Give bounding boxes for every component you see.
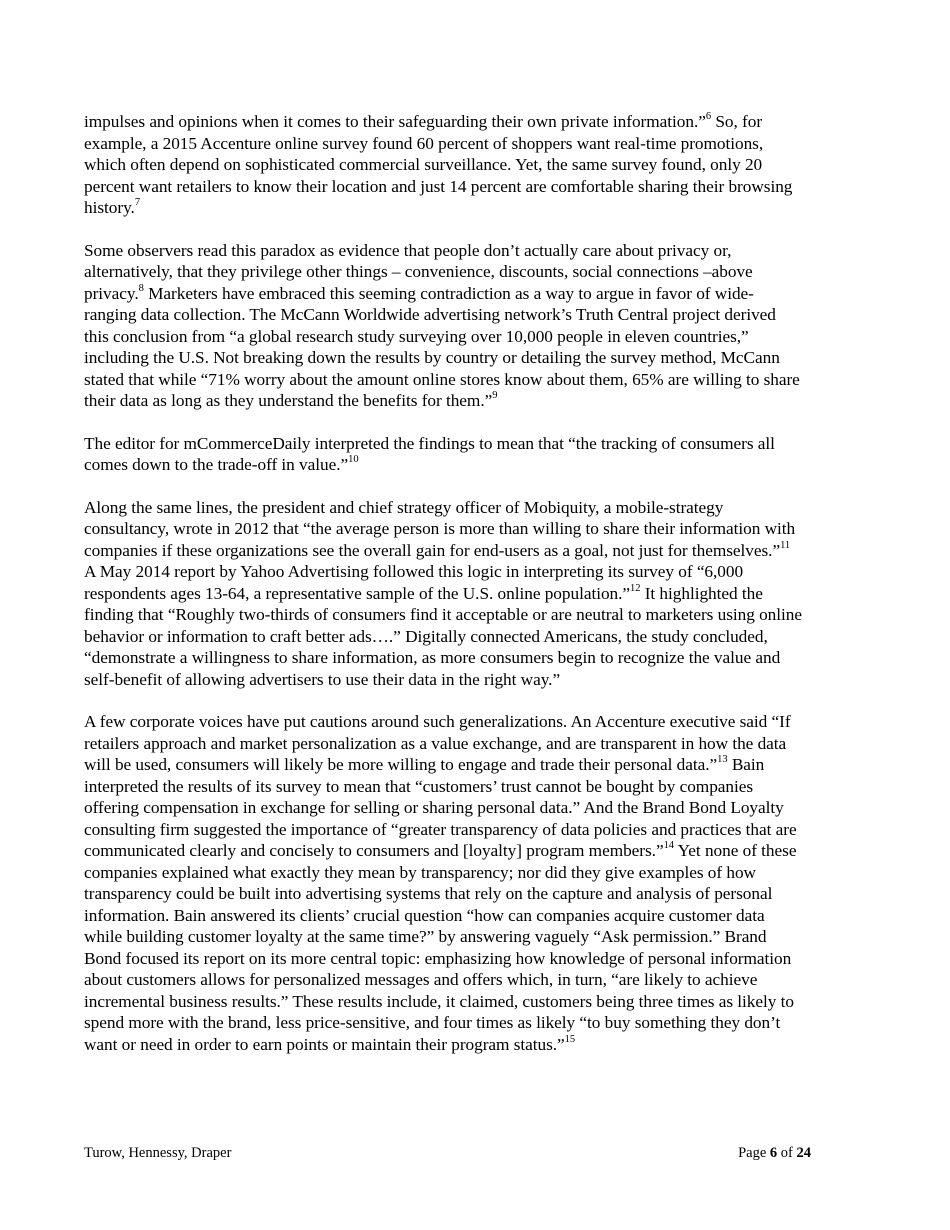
line-text: stated that while “71% worry about the amount online stores know about them, 65% are willing to share [84, 369, 800, 389]
text-line [84, 433, 874, 455]
line-text: information. Bain answered its clients’ crucial question “how can companies acquire customer data [84, 905, 765, 925]
line-text: self-benefit of allowing advertisers to use their data in the right way.” [84, 669, 561, 689]
line-text: Bond focused its report on its more central topic: emphasizing how knowledge of personal information [84, 948, 792, 968]
footnote-marker: 7 [134, 197, 141, 209]
of-word: of [780, 1145, 793, 1161]
paragraph [84, 711, 874, 1055]
text-line [84, 454, 874, 476]
text-line [84, 711, 874, 733]
text-line [84, 883, 874, 905]
line-text: about customers allows for personalized messages and offers which, in turn, “are likely to achieve [84, 970, 758, 989]
line-text-continued: Bain [727, 755, 765, 774]
line-text-continued: Yet none of these [673, 841, 797, 860]
paragraph [84, 497, 874, 691]
line-text: Some observers read this paradox as evidence that people don’t actually care about privacy or, [84, 240, 732, 260]
text-line [84, 283, 874, 305]
line-text: percent want retailers to know their location and just 14 percent are comfortable sharing their browsing [84, 176, 793, 196]
text-line [84, 518, 874, 540]
footnote-marker: 11 [780, 539, 791, 551]
paragraph [84, 433, 874, 476]
line-text: including the U.S. Not breaking down the results by country or detailing the survey method, McCann [84, 348, 780, 367]
line-text: privacy. [84, 283, 139, 303]
line-text: consulting firm suggested the importance of “greater transparency of data policies and practices that are [84, 819, 797, 839]
line-text-continued: It highlighted the [640, 583, 763, 603]
text-line [84, 905, 874, 927]
line-text: history. [84, 198, 135, 217]
text-line [84, 390, 874, 412]
text-line [84, 111, 874, 133]
footnote-marker: 8 [138, 282, 144, 294]
line-text: “demonstrate a willingness to share information, as more consumers begin to recognize the value and [84, 648, 781, 667]
footnote-marker: 10 [348, 454, 359, 466]
footer-authors: Turow, Hennessy, Draper [84, 1145, 232, 1161]
text-line [84, 754, 874, 776]
line-text: incremental business results.” These results include, it claimed, customers being three times as likely to [84, 991, 794, 1011]
text-line [84, 369, 874, 391]
line-text: impulses and opinions when it comes to their safeguarding their own private information.” [84, 112, 706, 131]
text-line [84, 154, 874, 176]
line-text-continued: So, for [711, 112, 763, 131]
text-line [84, 819, 874, 841]
footnote-marker: 9 [492, 390, 498, 402]
paragraph [84, 240, 874, 412]
text-line [84, 862, 874, 884]
line-text: offering compensation in exchange for selling or sharing personal data.” And the Brand Bond Loyalty [84, 798, 784, 817]
text-line [84, 1012, 874, 1034]
footnote-marker: 6 [705, 111, 712, 123]
line-text: spend more with the brand, less price-sensitive, and four times as likely “to buy something they don’t [84, 1013, 781, 1032]
text-line [84, 733, 874, 755]
line-text-continued: Marketers have embraced this seeming contradiction as a way to argue in favor of wide- [143, 283, 754, 303]
line-text: retailers approach and market personalization as a value exchange, and are transparent in how the data [84, 733, 787, 753]
text-line [84, 626, 874, 648]
text-line [84, 1034, 874, 1056]
line-text: example, a 2015 Accenture online survey found 60 percent of shoppers want real-time promotions, [84, 133, 764, 153]
line-text: behavior or information to craft better ads….” Digitally connected Americans, the study concluded, [84, 626, 768, 646]
text-line [84, 604, 874, 626]
text-line [84, 840, 874, 862]
line-text: which often depend on sophisticated commercial surveillance. Yet, the same survey found, only 20 [84, 155, 763, 174]
text-line [84, 497, 874, 519]
text-line [84, 969, 874, 991]
line-text: consultancy, wrote in 2012 that “the average person is more than willing to share their information with [84, 519, 796, 538]
paragraph [84, 111, 874, 219]
text-line [84, 797, 874, 819]
text-line [84, 240, 874, 262]
footnote-marker: 15 [564, 1033, 576, 1045]
text-line [84, 133, 874, 155]
text-line [84, 347, 874, 369]
line-text: while building customer loyalty at the same time?” by answering vaguely “Ask permission.” Brand [84, 927, 767, 946]
text-line [84, 176, 874, 198]
line-text: their data as long as they understand the benefits for them.” [84, 391, 493, 410]
total-pages: 24 [796, 1145, 811, 1161]
line-text: Along the same lines, the president and chief strategy officer of Mobiquity, a mobile-strategy [84, 497, 724, 517]
line-text: companies if these organizations see the overall gain for end-users as a goal, not just for themselves.” [84, 540, 781, 560]
text-line [84, 561, 874, 583]
text-line [84, 991, 874, 1013]
line-text: comes down to the trade-off in value.” [84, 455, 349, 474]
line-text: want or need in order to earn points or maintain their program status.” [84, 1034, 565, 1054]
text-line [84, 583, 874, 605]
text-line [84, 304, 874, 326]
line-text: alternatively, that they privilege other things – convenience, discounts, social connections –above [84, 262, 753, 281]
page-number [738, 1144, 811, 1162]
line-text: A May 2014 report by Yahoo Advertising followed this logic in interpreting its survey of “6,000 [84, 562, 744, 581]
footnote-marker: 14 [663, 840, 674, 852]
line-text: respondents ages 13-64, a representative sample of the U.S. online population.” [84, 583, 631, 603]
line-text: A few corporate voices have put cautions around such generalizations. An Accenture executive said “If [84, 712, 791, 731]
footnote-marker: 13 [717, 754, 728, 766]
body-text [84, 111, 874, 1076]
current-page: 6 [769, 1145, 778, 1161]
text-line [84, 669, 874, 691]
text-line [84, 261, 874, 283]
line-text: The editor for mCommerceDaily interpreted the findings to mean that “the tracking of consumers all [84, 433, 775, 453]
page-word: Page [738, 1145, 767, 1161]
line-text: this conclusion from “a global research study surveying over 10,000 people in eleven countries,” [84, 326, 749, 346]
line-text: companies explained what exactly they mean by transparency; nor did they give examples of how [84, 862, 756, 882]
line-text: transparency could be built into advertising systems that rely on the capture and analysis of personal [84, 884, 773, 903]
text-line [84, 540, 874, 562]
line-text: finding that “Roughly two-thirds of consumers find it acceptable or are neutral to marketers using online [84, 605, 802, 624]
line-text: ranging data collection. The McCann Worldwide advertising network’s Truth Central project derived [84, 305, 776, 324]
text-line [84, 926, 874, 948]
text-line [84, 776, 874, 798]
text-line [84, 647, 874, 669]
line-text: communicated clearly and concisely to consumers and [loyalty] program members.” [84, 841, 664, 860]
footnote-marker: 12 [630, 582, 641, 594]
text-line [84, 326, 874, 348]
text-line [84, 197, 874, 219]
text-line [84, 948, 874, 970]
line-text: will be used, consumers will likely be more willing to engage and trade their personal data.” [84, 755, 718, 774]
line-text: interpreted the results of its survey to mean that “customers’ trust cannot be bought by companies [84, 776, 754, 796]
